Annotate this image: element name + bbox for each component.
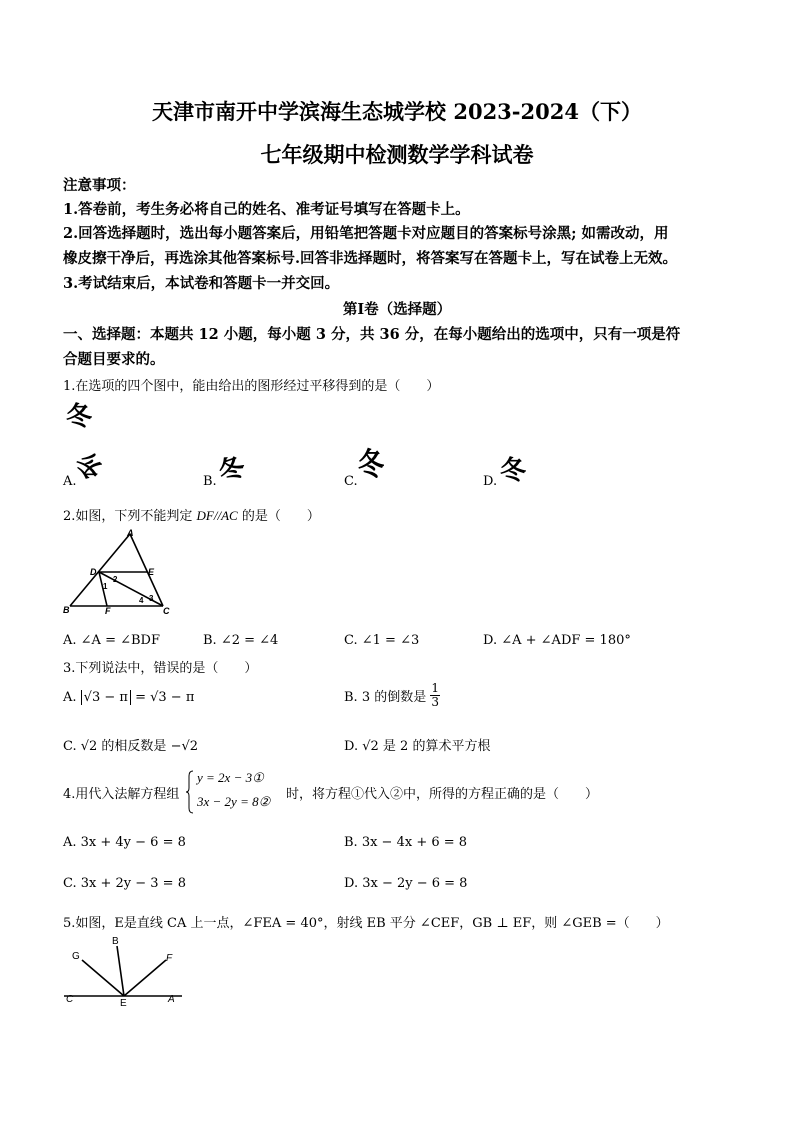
q5-label-f: F: [166, 953, 173, 964]
q2-figure: [60, 528, 180, 614]
q5-label-e: E: [120, 998, 127, 1006]
notes-heading: 注意事项：: [63, 177, 136, 194]
q4-stem-post: 时，将方程①代入②中，所得的方程正确的是（ ）: [286, 787, 599, 802]
q2-label-d: D: [90, 567, 97, 577]
q1-option-d-figure: 冬: [500, 456, 527, 486]
q1-stem: 1.在选项的四个图中，能由给出的图形经过平移得到的是（ ）: [63, 379, 440, 394]
q2-stem-post: 的是（ ）: [237, 509, 320, 524]
q2-angle-1: 1: [103, 582, 108, 591]
q3-stem: 3.下列说法中，错误的是（ ）: [63, 661, 258, 676]
q1-given-figure: 冬: [66, 402, 93, 432]
q2-label-f: F: [105, 606, 111, 614]
q4-equation-1: y = 2x − 3①: [197, 770, 264, 785]
section-intro-line1: 一、选择题：本题共 12 小题，每小题 3 分，共 36 分，在每小题给出的选项中，只有一项是符: [63, 326, 681, 343]
q2-label-e: E: [148, 567, 155, 577]
q3-option-d[interactable]: D. √2 是 2 的算术平方根: [344, 739, 491, 754]
q2-angle-3: 3: [149, 594, 154, 603]
q2-stem-pre: 2.如图，下列不能判定: [63, 509, 197, 524]
note-1: 1.答卷前，考生务必将自己的姓名、准考证号填写在答题卡上。: [63, 201, 470, 218]
q3-option-a-label: A.: [63, 690, 77, 705]
q5-stem: 5.如图，E是直线 CA 上一点，∠FEA = 40°，射线 EB 平分 ∠CEF，GB ⊥ EF，则 ∠GEB =（ ）: [63, 916, 669, 931]
q2-option-b[interactable]: B. ∠2 = ∠4: [203, 633, 279, 648]
q3-option-b[interactable]: [344, 682, 440, 709]
section-title: 第Ⅰ卷（选择题）: [342, 301, 452, 318]
note-2-line2: 橡皮擦干净后，再选涂其他答案标号.回答非选择题时，将答案写在答题卡上，写在试卷上无效。: [63, 250, 678, 267]
q1-option-a-figure: 冬: [76, 449, 103, 479]
q4-equation-2: 3x − 2y = 8②: [197, 794, 271, 809]
q4-option-b[interactable]: B. 3x − 4x + 6 = 8: [344, 835, 468, 850]
q1-option-c-label[interactable]: C.: [344, 474, 358, 489]
q4-stem-pre: 4.用代入法解方程组: [63, 787, 180, 802]
q5-label-a: A: [168, 994, 175, 1005]
q2-stem: [63, 505, 320, 524]
q1-option-c-figure: 冬: [358, 447, 385, 484]
q2-angle-4: 4: [139, 596, 144, 605]
q5-label-b: B: [112, 936, 119, 947]
q3-fraction-num: 1: [431, 681, 440, 695]
q4-option-a[interactable]: A. 3x + 4y − 6 = 8: [63, 835, 186, 850]
q2-label-b: B: [63, 605, 70, 614]
note-2-line1: 2.回答选择题时，选出每小题答案后，用铅笔把答题卡对应题目的答案标号涂黑; 如需改动，用: [63, 225, 669, 242]
q3-option-b-fraction: [430, 682, 440, 709]
q1-option-d-label[interactable]: D.: [483, 474, 498, 489]
section-intro-line2: 合题目要求的。: [63, 351, 165, 368]
note-3: 3.考试结束后，本试卷和答题卡一并交回。: [63, 275, 340, 292]
q2-option-d[interactable]: D. ∠A + ∠ADF = 180°: [483, 633, 631, 648]
q4-option-c[interactable]: C. 3x + 2y − 3 = 8: [63, 876, 186, 891]
q5-label-c: C: [66, 994, 74, 1005]
q2-option-a[interactable]: A. ∠A = ∠BDF: [63, 633, 160, 648]
q2-stem-math: DF//AC: [196, 508, 238, 523]
q5-label-g: G: [72, 951, 80, 962]
q3-option-c[interactable]: C. √2 的相反数是 −√2: [63, 739, 199, 754]
q1-option-b-figure: 冬: [214, 451, 250, 489]
exam-title-line1: 天津市南开中学滨海生态城学校 2023-2024（下）: [152, 99, 642, 124]
q3-option-a[interactable]: [63, 690, 194, 705]
q2-option-c[interactable]: C. ∠1 = ∠3: [344, 633, 420, 648]
q5-figure: [60, 930, 186, 1006]
q2-angle-2: 2: [113, 575, 118, 584]
q2-label-c: C: [163, 606, 170, 614]
q3-option-a-abs: √3 − π: [81, 690, 131, 705]
q3-option-b-pre: B. 3 的倒数是: [344, 690, 427, 705]
q3-fraction-den: 3: [431, 695, 440, 709]
q4-option-d[interactable]: D. 3x − 2y − 6 = 8: [344, 876, 468, 891]
q3-option-a-rhs: = √3 − π: [135, 690, 195, 705]
q4-brace: [186, 770, 194, 814]
q1-option-a-label[interactable]: A.: [63, 474, 77, 489]
exam-title-line2: 七年级期中检测数学学科试卷: [260, 142, 534, 167]
q2-label-a: A: [127, 528, 134, 538]
q1-option-b-label[interactable]: B.: [203, 474, 217, 489]
